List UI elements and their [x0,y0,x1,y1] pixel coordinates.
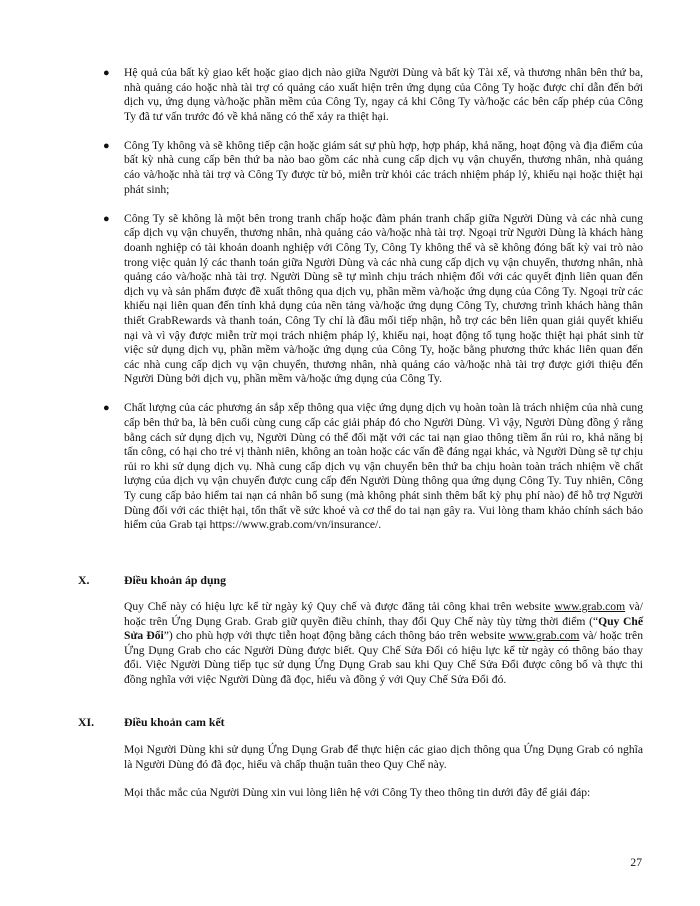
defined-term: Quy Chế Sửa Đổi [124,614,643,643]
grab-website-link[interactable]: www.grab.com [554,600,626,613]
section-10-paragraph [124,600,643,688]
list-item [103,66,643,124]
text-run: và/ hoặc trên Ứng Dụng Grab. Grab giữ quyền điều chỉnh, thay đổi Quy Chế này tùy từng thời điểm (“ [124,600,643,628]
section-10-heading [78,573,226,588]
bullet-icon: ● [103,402,110,415]
bullet-text: Chất lượng của các phương án sắp xếp thông qua việc ứng dụng dịch vụ hoàn toàn là trách nhiệm của nhà cung cấp bên thứ ba, là bên cuối cùng cung cấp các giải pháp đó cho Người Dùng. Vì vậy, Người Dùng đồng ý rằng bằng cách sử dụng dịch vụ, Người Dùng có thể đối mặt với các tai nạn giao thông tiềm ẩn rủi ro, khả năng bị tấn công, có hại cho trẻ vị thành niên, không an toàn hoặc các vấn đề đáng ngại khác, và Người Dùng sẽ tự chịu rủi ro khi sử dụng dịch vụ. Nhà cung cấp dịch vụ vận chuyển bên thứ ba chịu hoàn toàn trách nhiệm về chất lượng của dịch vụ vận chuyển được cung cấp đến Người Dùng thông qua ứng dụng Công Ty. Tuy nhiên, Công Ty cung cấp bảo hiểm tai nạn cá nhân bổ sung (mà không phát sinh thêm bất kỳ phụ phí nào) để hỗ trợ Người Dùng đối với các thiệt hại, tổn thất về sức khoẻ và cơ thể do tai nạn gây ra. Vui lòng tham khảo chính sách bảo hiểm của Grab tại https://www.grab.com/vn/insurance/. [124,401,643,532]
section-number: XI. [78,715,95,729]
bullet-list [103,66,643,547]
bullet-icon: ● [103,67,110,79]
list-item [103,401,643,532]
bullet-text: Công Ty sẽ không là một bên trong tranh chấp hoặc đàm phán tranh chấp giữa Người Dùng và các nhà cung cấp dịch vụ vận chuyển, thương nhân, nhà quảng cáo và/hoặc nhà tài trợ. Ngoại trừ Người Dùng là khách hàng doanh nghiệp có tài khoản doanh nghiệp với Công Ty, Công Ty không thể và sẽ không đóng bất kỳ vai trò nào trong việc quản lý các thanh toán giữa Người Dùng và các nhà cung cấp dịch vụ vận chuyển, thương nhân, nhà quảng cáo và/hoặc nhà tài trợ. Người Dùng sẽ tự mình chịu trách nhiệm đối với các quyết định liên quan đến dịch vụ và sản phẩm được đề xuất thông qua dịch vụ, phần mềm và/hoặc ứng dụng của Công Ty. Ngoại trừ các khiếu nại liên quan đến tính khả dụng của nền tảng và/hoặc ứng dụng Công Ty, chương trình khách hàng thân thiết GrabRewards và thanh toán, Công Ty chỉ là đầu mối tiếp nhận, hỗ trợ các bên liên quan giải quyết khiếu nại và vì vậy được miễn trừ mọi trách nhiệm pháp lý, khiếu nại, hoạt động tố tụng hoặc thiệt hại phát sinh từ việc sử dụng dịch vụ, phần mềm và/hoặc ứng dụng của Công Ty, hoặc bằng phương thức khác liên quan đến các nhà cung cấp dịch vụ vận chuyển, thương nhân, nhà quảng cáo và/hoặc nhà tài trợ được giới thiệu đến Người Dùng bởi dịch vụ, phần mềm và/hoặc ứng dụng của Công Ty. [124,211,643,386]
bullet-icon: ● [103,212,110,225]
section-11-paragraph-1: Mọi Người Dùng khi sử dụng Ứng Dụng Grab để thực hiện các giao dịch thông qua Ứng Dụng Grab có nghĩa là Người Dùng đó đã đọc, hiểu và chấp thuận tuân theo Quy Chế này. [124,743,643,771]
bullet-text: Hệ quả của bất kỳ giao kết hoặc giao dịch nào giữa Người Dùng và bất kỳ Tài xế, và thương nhân bên thứ ba, nhà quảng cáo hoặc nhà tài trợ có quảng cáo xuất hiện trên ứng dụng của Công Ty hoặc được chỉ dẫn đến bởi dịch vụ, ứng dụng và/hoặc phần mềm của Công Ty, ngay cả khi Công Ty và/hoặc các bên cấp phép của Công Ty đã tư vấn trước đó về khả năng có thể xảy ra thiệt hại. [124,66,643,123]
bullet-icon: ● [103,139,110,152]
list-item [103,212,643,387]
section-title: Điều khoản cam kết [124,715,225,729]
bullet-text: Công Ty không và sẽ không tiếp cận hoặc giám sát sự phù hợp, hợp pháp, khả năng, hoạt động và địa điểm của bất kỳ nhà cung cấp bên thứ ba nào bao gồm các nhà cung cấp dịch vụ vận chuyển, thương nhân, nhà quảng cáo và/hoặc nhà tài trợ và Công Ty được từ bỏ, miễn trừ khỏi các trách nhiệm pháp lý, khiếu nại hoặc thiệt hại phát sinh; [124,138,643,196]
section-11-paragraph-2: Mọi thắc mắc của Người Dùng xin vui lòng liên hệ với Công Ty theo thông tin dưới đây để giải đáp: [124,786,591,799]
section-number: X. [78,573,90,587]
text-run: và/ hoặc trên Ứng Dụng Grab cho các Người Dùng được biết. Quy Chế Sửa Đổi có hiệu lực kể từ ngày có thông báo thay đổi. Việc Người Dùng tiếp tục sử dụng Ứng Dụng Grab sau khi Quy Chế Sửa Đổi được công bố và thực thi đồng nghĩa với việc Người Dùng đã đọc, hiểu và đồng ý với Quy Chế Sửa Đổi đó. [124,629,643,686]
section-title: Điều khoản áp dụng [124,573,226,587]
list-item [103,139,643,197]
grab-website-link[interactable]: www.grab.com [508,629,580,643]
section-11-heading [78,715,225,730]
page-number: 27 [630,856,642,869]
text-run: ”) cho phù hợp với thực tiễn hoạt động bằng cách thông báo trên website [163,629,509,643]
text-run: Quy Chế này có hiệu lực kể từ ngày ký Quy chế và được đăng tải công khai trên website [124,600,555,613]
